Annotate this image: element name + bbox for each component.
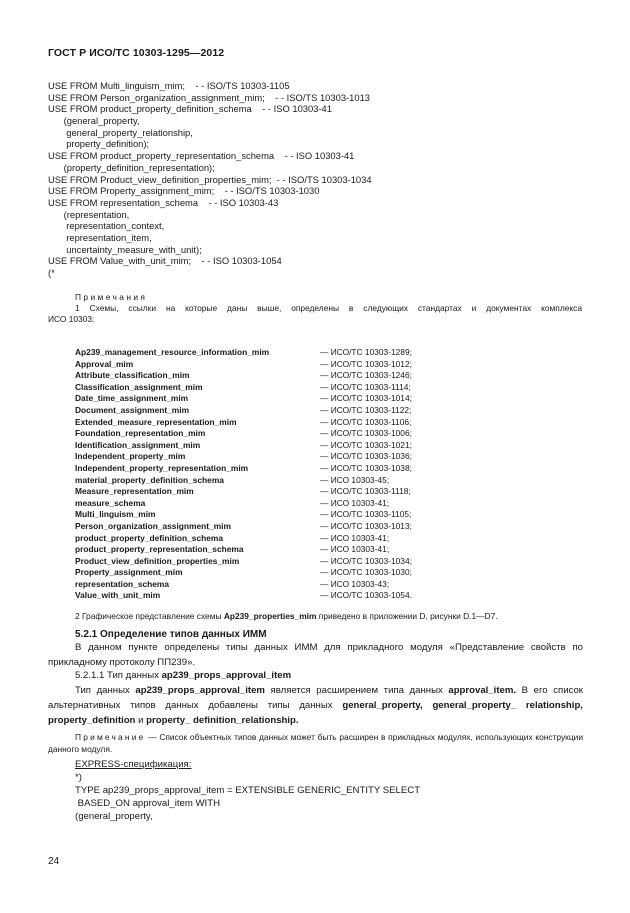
scheme-row [75, 359, 412, 371]
scheme-name: measure_schema [75, 497, 146, 508]
scheme-row [75, 590, 412, 602]
scheme-row [75, 405, 412, 417]
code-line: general_property_relationship, [48, 126, 193, 138]
code-line: (property_definition_representation); [48, 161, 215, 173]
scheme-name: Approval_mim [75, 358, 134, 369]
code-line: (* [48, 267, 55, 278]
type-name: property_ definition_relationship. [146, 714, 299, 726]
scheme-ref: — ИСО 10303-43; [320, 578, 390, 589]
notes-intro: 1 Схемы, ссылки на которые даны выше, определены в следующих стандартах и документах комплекса [75, 303, 582, 314]
notes-title: Примечания [75, 292, 148, 302]
code-line: (representation, [48, 208, 130, 220]
code-line: (general_property, [48, 115, 140, 127]
scheme-name: Person_organization_assignment_mim [75, 520, 231, 531]
code-line: USE FROM Person_organization_assignment_mim; - - ISO/TS 10303-1013 [48, 91, 371, 103]
scheme-row [75, 544, 412, 556]
scheme-ref: — ИСО/ТС 10303-1105; [320, 509, 412, 520]
scheme-name: Identification_assignment_mim [75, 439, 201, 450]
scheme-row [75, 556, 412, 568]
figure-note-text-a: 2 Графическое представление схемы [75, 611, 224, 621]
note-text: — Список объектных типов данных может быть расширен в прикладных модулях, использующих конструкции данного модуля. [48, 732, 583, 754]
code-line: property_definition); [48, 138, 150, 150]
scheme-ref: — ИСО/ТС 10303-1006; [320, 428, 412, 439]
scheme-ref: — ИСО 10303-45; [320, 474, 390, 485]
notes-intro-cont: ИСО 10303: [48, 313, 95, 324]
code-line: representation_context, [48, 220, 165, 232]
scheme-ref: — ИСО/ТС 10303-1012; [320, 358, 412, 369]
code-line: USE FROM Multi_linguism_mim; - - ISO/TS 10303-1105 [48, 80, 290, 91]
scheme-row [75, 521, 412, 533]
scheme-ref: — ИСО/ТС 10303-1114; [320, 381, 411, 392]
scheme-name: Document_assignment_mim [75, 404, 190, 415]
code-line: USE FROM Property_assignment_mim; - - ISO/TS 10303-1030 [48, 185, 320, 197]
scheme-name: Property_assignment_mim [75, 567, 183, 578]
scheme-row [75, 382, 412, 394]
page-header: ГОСТ Р ИСО/ТС 10303-1295—2012 [48, 47, 225, 59]
scheme-row [75, 393, 412, 405]
scheme-name: Measure_representation_mim [75, 486, 194, 497]
scheme-row [75, 567, 412, 579]
schemes-list [75, 347, 412, 602]
express-spec [75, 758, 420, 823]
scheme-ref: — ИСО/ТС 10303-1122; [320, 404, 412, 415]
text-run: является расширением типа данных [264, 685, 449, 696]
section-heading: 5.2.1 Определение типов данных ИММ [75, 629, 267, 640]
scheme-row [75, 498, 412, 510]
scheme-ref: — ИСО 10303-41; [320, 544, 390, 555]
code-line: USE FROM Value_with_unit_mim; - - ISO 10303-1054 [48, 255, 282, 267]
note-block [48, 731, 583, 755]
scheme-ref: — ИСО/ТС 10303-1014; [320, 393, 412, 404]
scheme-row [75, 428, 412, 440]
scheme-row [75, 486, 412, 498]
paragraph-intro: В данном пункте определены типы данных ИММ для прикладного модуля «Представление свойств по прикладному протоколу ПП239». [48, 642, 583, 668]
note-title: Примечание [75, 732, 146, 742]
code-line: USE FROM product_property_representation_schema - - ISO 10303-41 [48, 150, 355, 162]
scheme-ref: — ИСО/ТС 10303-1054. [320, 590, 412, 601]
scheme-row [75, 417, 412, 429]
scheme-row [75, 509, 412, 521]
scheme-row [75, 440, 412, 452]
scheme-ref: — ИСО/ТС 10303-1038; [320, 462, 412, 473]
code-line: USE FROM Product_view_definition_properties_mim; - - ISO/TS 10303-1034 [48, 173, 372, 185]
express-label: EXPRESS-спецификация: [75, 759, 192, 770]
type-name: ap239_props_approval_item [135, 685, 265, 696]
type-name: approval_item. [448, 685, 517, 696]
code-block [48, 80, 372, 279]
scheme-ref: — ИСО/ТС 10303-1036; [320, 451, 412, 462]
type-name: general_property, general_property_ relationship, property_definition [48, 699, 583, 726]
scheme-row [75, 451, 412, 463]
figure-note-text-c: приведено в приложении D, рисунки D.1—D7. [316, 611, 498, 621]
scheme-row [75, 347, 412, 359]
express-line: *) [75, 772, 82, 783]
scheme-name: material_property_definition_schema [75, 474, 224, 485]
code-line: representation_item, [48, 231, 152, 243]
scheme-row [75, 370, 412, 382]
scheme-ref: — ИСО/ТС 10303-1013; [320, 520, 412, 531]
scheme-ref: — ИСО/ТС 10303-1246; [320, 370, 412, 381]
scheme-name: Value_with_unit_mim [75, 590, 161, 601]
scheme-name: Attribute_classification_mim [75, 370, 190, 381]
subsection-number: 5.2.1.1 Тип данных [75, 670, 162, 681]
scheme-name: Independent_property_mim [75, 451, 186, 462]
code-line: USE FROM product_property_definition_schema - - ISO 10303-41 [48, 103, 332, 115]
scheme-row [75, 579, 412, 591]
scheme-ref: — ИСО 10303-41; [320, 532, 390, 543]
express-line: BASED_ON approval_item WITH [75, 798, 221, 809]
scheme-name: Multi_linguism_mim [75, 509, 156, 520]
scheme-row [75, 533, 412, 545]
scheme-name: product_property_representation_schema [75, 544, 244, 555]
page-number: 24 [48, 856, 60, 867]
scheme-row [75, 463, 412, 475]
subsection-type: ap239_props_approval_item [161, 670, 292, 681]
figure-note [75, 611, 583, 621]
scheme-name: Foundation_representation_mim [75, 428, 206, 439]
scheme-name: Independent_property_representation_mim [75, 462, 249, 473]
express-line: (general_property, [75, 811, 153, 822]
scheme-name: Ap239_management_resource_information_mim [75, 347, 270, 357]
scheme-ref: — ИСО/ТС 10303-1106; [320, 416, 412, 427]
text-run: Тип данных [75, 685, 136, 696]
figure-note-schema: Ap239_properties_mim [223, 611, 317, 621]
scheme-name: Classification_assignment_mim [75, 381, 203, 392]
scheme-ref: — ИСО/ТС 10303-1030; [320, 567, 412, 578]
scheme-ref: — ИСО/ТС 10303-1289; [320, 347, 412, 357]
text-run: и [135, 714, 147, 726]
code-line: USE FROM representation_schema - - ISO 10303-43 [48, 196, 279, 208]
scheme-ref: — ИСО 10303-41; [320, 497, 390, 508]
code-line: uncertainty_measure_with_unit); [48, 243, 202, 255]
text-run: В его список альтернативных типов данных добавлены типы данных [48, 685, 583, 711]
scheme-ref: — ИСО/ТС 10303-1118; [320, 486, 411, 497]
scheme-row [75, 475, 412, 487]
scheme-name: Extended_measure_representation_mim [75, 416, 237, 427]
scheme-name: Date_time_assignment_mim [75, 393, 189, 404]
scheme-name: Product_view_definition_properties_mim [75, 555, 240, 566]
scheme-ref: — ИСО/ТС 10303-1021; [320, 439, 412, 450]
subsection-heading [48, 669, 583, 684]
express-line: TYPE ap239_props_approval_item = EXTENSIBLE GENERIC_ENTITY SELECT [75, 785, 421, 796]
paragraph-type-desc [48, 684, 583, 728]
scheme-name: product_property_definition_schema [75, 532, 223, 543]
scheme-name: representation_schema [75, 578, 170, 589]
scheme-ref: — ИСО/ТС 10303-1034; [320, 555, 412, 566]
notes-block [48, 292, 582, 324]
